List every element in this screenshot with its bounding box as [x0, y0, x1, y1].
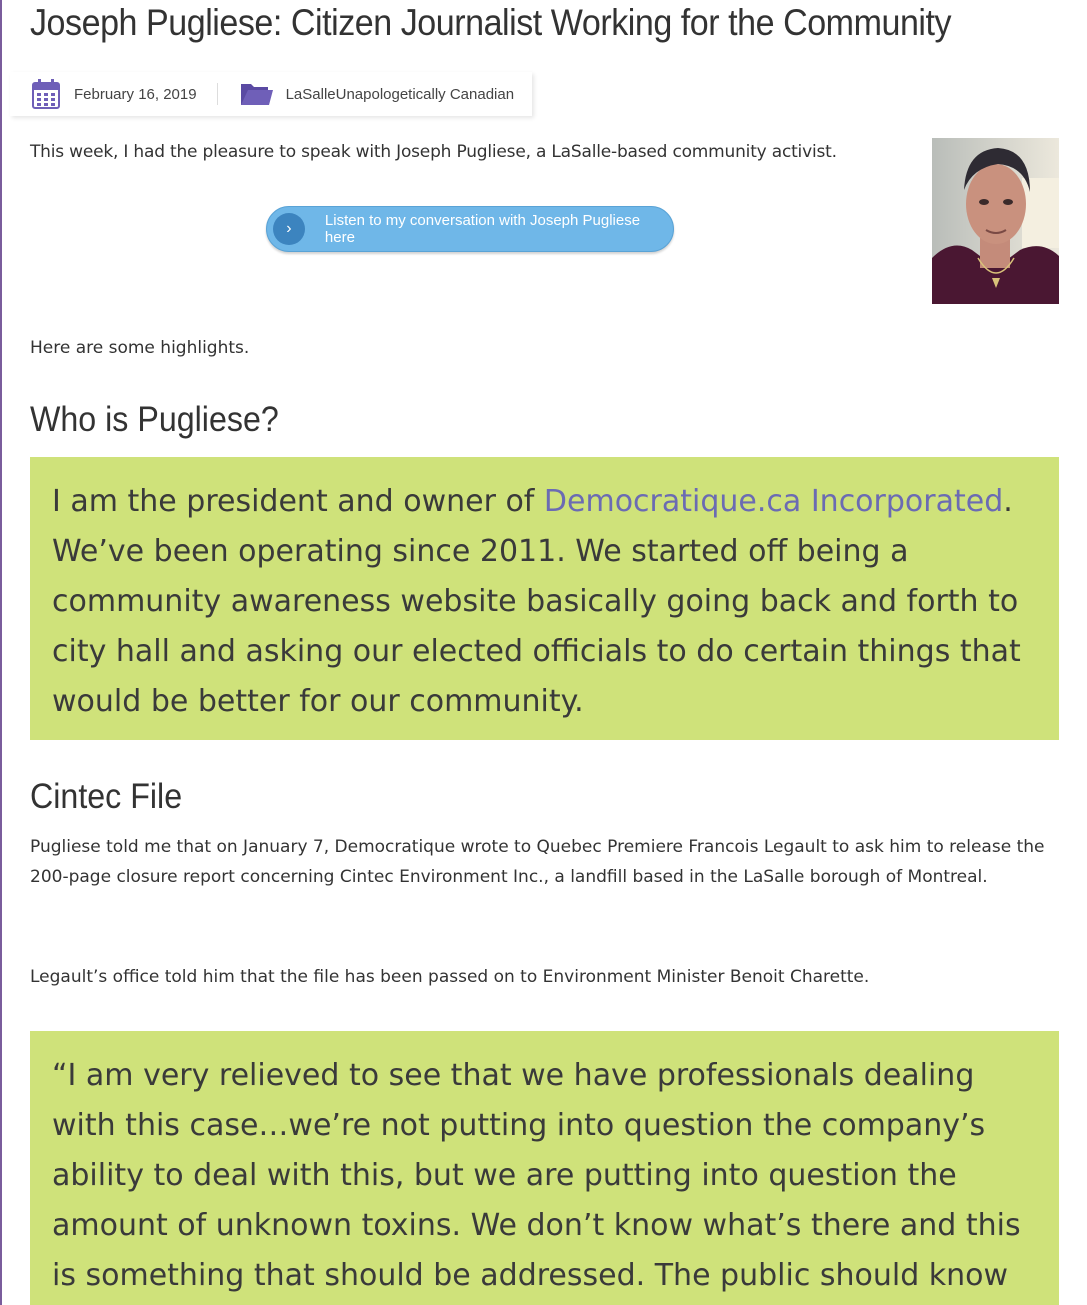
cintec-paragraph-2: Legault’s office told him that the file has been passed on to Environment Minister Benoit Charette. [30, 967, 870, 987]
intro-paragraph: This week, I had the pleasure to speak with Joseph Pugliese, a LaSalle-based community activist. [30, 142, 837, 162]
left-accent-rule [0, 0, 2, 1305]
listen-conversation-button[interactable] [266, 206, 674, 252]
section-heading-who: Who is Pugliese? [30, 400, 279, 439]
quote-text-end: . We’ve been operating since 2011. We started off being a community awareness website basically going back and forth to city hall and asking our elected officials to do certain things that would be better for our community. [52, 484, 1021, 719]
meta-divider [217, 83, 218, 105]
section-heading-cintec: Cintec File [30, 777, 183, 816]
joseph-pugliese-photo [932, 138, 1059, 304]
cintec-paragraph-1: Pugliese told me that on January 7, Democratique wrote to Quebec Premiere Francois Legault to ask him to release the 200-page closure report concerning Cintec Environment Inc., a landfill based in the LaSalle borough of Montreal. [30, 837, 1045, 887]
chevron-right-icon: › [273, 213, 305, 245]
calendar-icon [32, 79, 60, 109]
quote-block-who [30, 457, 1059, 740]
post-date: February 16, 2019 [74, 85, 197, 103]
cintec-quote-text: “I am very relieved to see that we have professionals dealing with this case…we’re not putting into question the company’s ability to deal with this, but we are putting into question the amount of unknown toxins. We don’t know what’s there and this is something that should be addressed. The public should know [52, 1058, 1021, 1293]
folder-icon [240, 81, 274, 107]
democratique-link[interactable]: Democratique.ca Incorporated [543, 484, 1004, 519]
article-meta [10, 72, 532, 116]
article-title: Joseph Pugliese: Citizen Journalist Working for the Community [30, 2, 952, 43]
listen-button-label: Listen to my conversation with Joseph Pugliese here [324, 212, 641, 246]
quote-block-cintec [30, 1031, 1059, 1305]
highlights-intro: Here are some highlights. [30, 338, 250, 358]
quote-text-start: I am the president and owner of [52, 484, 544, 519]
post-category-link[interactable]: LaSalleUnapologetically Canadian [285, 85, 515, 103]
